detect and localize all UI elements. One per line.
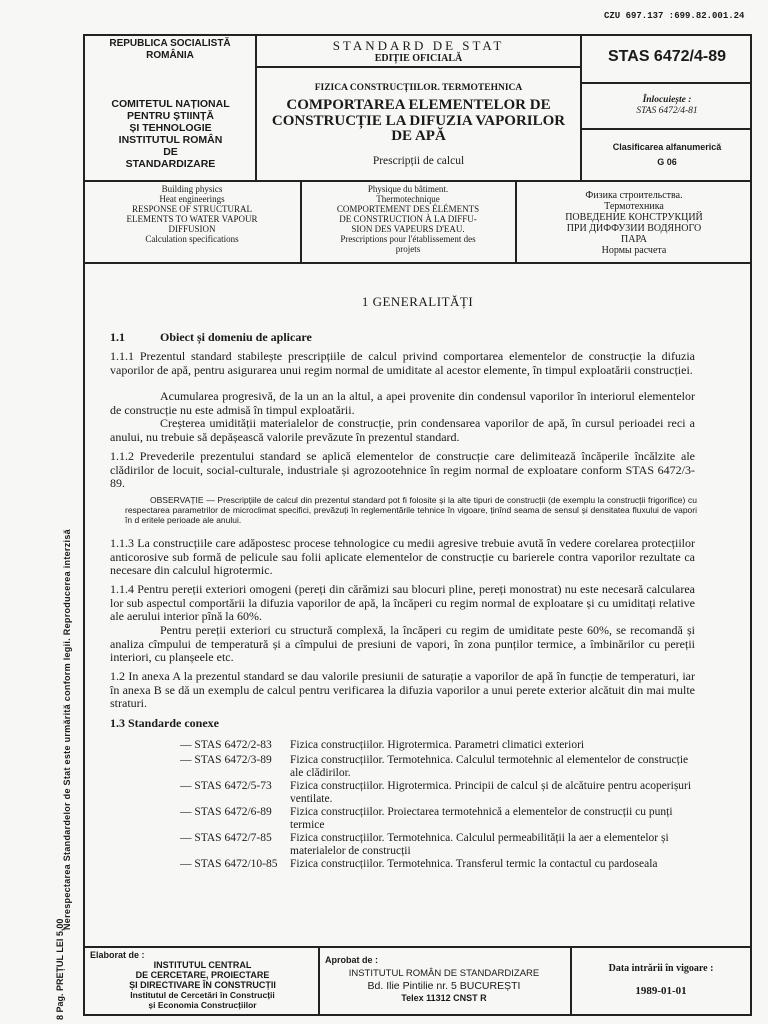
translation-line: SION DES VAPEURS D'EAU. (351, 224, 465, 234)
replaces-label: Înlocuiește : (642, 95, 692, 105)
translations-divider (83, 262, 752, 264)
title-line: COMPORTAREA ELEMENTELOR DE (286, 97, 551, 113)
header-divider (580, 82, 752, 84)
paragraph: 1.2 In anexa A la prezentul standard se dau valorile presiunii de saturație a vaporilor de apă în funcție de temperaturi, iar în anexa B se dă un exemplu de calcul pentru verificarea la difuzia vaporilor a unui perete exterior alcătuit din mai multe straturi. (110, 669, 695, 710)
aprobat-label: Aprobat de : (325, 955, 378, 965)
paragraph: 1.1.3 La construcțiile care adăpostesc procese tehnologice cu medii agresive trebuie avută în vedere corelarea protecțiilor anticorosive sub formă de pelicule sau folii aplicate elementelor de construcție cu barierele contra vaporilor rezultate ca necesare din calculul higrotermic. (110, 536, 695, 577)
country-line: REPUBLICA SOCIALISTĂ (109, 38, 231, 49)
translation-line: ПРИ ДИФФУЗИИ ВОДЯНОГО (566, 223, 702, 234)
list-item (180, 858, 700, 871)
committee-line: COMITETUL NAȚIONAL (111, 98, 230, 110)
vigoare-label: Data intrării în vigoare : (608, 963, 714, 974)
translation-line: Термотехника (604, 201, 664, 212)
translation-line: ELEMENTS TO WATER VAPOUR (126, 214, 258, 224)
note: OBSERVAȚIE — Prescripțiile de calcul din prezentul standard pot fi folosite și la alte tipuri de construcții (de exemplu la construcții frigorifice) cu respectarea parametrilor de microclimat specifici, prevăzuți în reglementările tehnice în vigoare, ținînd seama de sensul și densitatea fluxului de vapori în d eritele perioade ale anului. (125, 495, 697, 525)
committee-line: ȘI TEHNOLOGIE (129, 122, 212, 134)
translation-ru (517, 190, 751, 256)
title-line: DE APĂ (391, 128, 446, 144)
elaborat-label: Elaborat de : (90, 950, 145, 960)
translation-line: Нормы расчета (601, 245, 667, 256)
footer-divider (570, 946, 572, 1016)
elaborat-block (90, 960, 315, 1010)
header-divider (580, 128, 752, 130)
institute-line: INSTITUTUL ROMÂN (118, 134, 223, 146)
section-title: 1 GENERALITĂȚI (361, 294, 474, 309)
paragraph: Creșterea umidității materialelor de construcție, prin condensarea vaporilor de apă, în cursul perioadei reci a anului, nu trebuie să depășească valorile prevăzute în prezentul standard. (110, 416, 695, 444)
paragraph: Acumularea progresivă, de la un an la altul, a apei provenite din condensul vaporilor în interiorul elementelor de construcție nu este admisă în timpul exploatării. (110, 389, 695, 417)
list-item (180, 832, 700, 858)
aprobat-line: Bd. Ilie Pintilie nr. 5 BUCUREȘTI (367, 980, 521, 992)
paragraph: 1.1.1 Prezentul standard stabilește prescripțiile de calcul privind comportarea elementelor de construcție la difuzia vaporilor de apă, pentru asigurarea unui regim normal de umiditate al acestor elemente, în timpul exploatării construcției. (110, 349, 695, 377)
price-label: 8 Pag. PREȚUL LEI 5,00 (55, 918, 65, 1020)
footer-divider (83, 946, 752, 948)
legal-notice: Nerespectarea Standardelor de Stat este urmărită conform legii. Reproducerea interzisă (62, 529, 72, 930)
standard-title: STANDARD DE STAT (332, 38, 505, 53)
standard-code: — STAS 6472/3-89 (180, 754, 272, 766)
translation-line: COMPORTEMENT DES ÉLÉMENTS (336, 204, 480, 214)
translation-line: Prescriptions pour l'établissement des (340, 234, 476, 244)
header-divider (83, 180, 752, 182)
standard-code: — STAS 6472/2-83 (180, 739, 272, 751)
section-number: 1.1 (110, 330, 125, 344)
translation-line: ПАРА (621, 234, 647, 245)
translation-en (85, 184, 299, 244)
stas-number: STAS 6472/4-89 (608, 48, 726, 65)
committee-line: PENTRU ȘTIINȚĂ (127, 110, 214, 122)
translation-line: Thermotechnique (376, 194, 440, 204)
paragraph: 1.1.2 Prevederile prezentului standard se aplică elementelor de construcție care delimitează încăperile încălzite ale clădirilor de locuit, social-culturale, industriale și agrozootehnice în regim normal de exploatare conform STAS 6472/3-89. (110, 449, 695, 490)
aprobat-block (320, 968, 568, 1004)
elaborat-line: INSTITUTUL CENTRAL (153, 960, 252, 970)
aprobat-line: INSTITUTUL ROMÂN DE STANDARDIZARE (348, 968, 540, 979)
institute-line: STANDARDIZARE (125, 158, 216, 170)
section-heading: 1.3 Standarde conexe (110, 716, 219, 730)
translation-line: Building physics (161, 184, 223, 194)
list-item (180, 754, 700, 780)
standard-desc: Fizica construcțiilor. Termotehnica. Calculul permeabilității la aer a elementelor și materialelor de construcții (290, 832, 669, 857)
translation-fr (302, 184, 514, 254)
translation-line: projets (395, 244, 421, 254)
standard-desc: Fizica construcțiilor. Higrotermica. Principii de calcul și de alcătuire pentru acoperișuri ventilate. (290, 780, 692, 805)
country-block (90, 38, 250, 62)
translation-line: Calculation specifications (145, 234, 239, 244)
class-label: Clasificarea alfanumerică (612, 142, 722, 152)
standard-desc: Fizica construcțiilor. Termotehnica. Calculul termotehnic al elementelor de construcție ale clădirilor. (290, 754, 689, 779)
elaborat-line: ȘI DIRECTIVARE ÎN CONSTRUCȚII (129, 980, 276, 990)
translation-line: Heat engineerings (159, 194, 225, 204)
section-heading: Obiect și domeniu de aplicare (160, 330, 312, 344)
elaborat-line: și Economia Construcțiilor (148, 1000, 257, 1010)
standard-code: — STAS 6472/10-85 (180, 858, 278, 870)
document-subtitle: Prescripții de calcul (372, 155, 465, 167)
class-value: G 06 (657, 157, 677, 167)
elaborat-line: Institutul de Cercetări în Construcții (130, 990, 275, 1000)
header-divider (255, 66, 582, 68)
list-item (180, 739, 700, 752)
title-line: CONSTRUCȚIE LA DIFUZIA VAPORILOR (271, 112, 566, 129)
vigoare-date: 1989-01-01 (635, 985, 687, 997)
institute-line: DE (163, 146, 178, 158)
standard-code: — STAS 6472/7-85 (180, 832, 272, 844)
translation-line: DE CONSTRUCTION À LA DIFFU- (339, 214, 477, 224)
paragraph: 1.1.4 Pentru pereții exteriori omogeni (pereți din cărămizi sau blocuri pline, pereți monostrat) nu este necesară calcularea lor sub aspectul comportării la difuzia vaporilor de apă, la încăperi cu regim normal de exploatare și cu umiditați relative ale aerului interior pînă la 60%. (110, 582, 695, 623)
document-title (257, 98, 580, 145)
domain-label: FIZICA CONSTRUCȚIILOR. TERMOTEHNICA (314, 83, 523, 93)
standard-code: — STAS 6472/5-73 (180, 780, 272, 792)
translation-line: Physique du bâtiment. (367, 184, 449, 194)
standard-desc: Fizica construcțiilor. Proiectarea termotehnică a elementelor de construcții cu punți termice (290, 806, 673, 831)
translation-line: Физика строительства. (585, 190, 683, 201)
list-item (180, 780, 700, 806)
cdu-code: CZU 697.137 :699.82.001.24 (604, 11, 745, 21)
edition-label: EDIȚIE OFICIALĂ (374, 53, 463, 64)
translation-line: DIFFUSION (168, 224, 216, 234)
standard-code: — STAS 6472/6-89 (180, 806, 272, 818)
country-line: ROMÂNIA (146, 50, 194, 61)
standard-desc: Fizica construcțiilor. Higrotermica. Parametri climatici exteriori (290, 739, 585, 751)
translation-line: RESPONSE OF STRUCTURAL (131, 204, 253, 214)
aprobat-line: Telex 11312 CNST R (401, 993, 487, 1003)
replaces-value: STAS 6472/4-81 (636, 106, 698, 116)
committee-block (88, 98, 253, 170)
list-item (180, 806, 700, 832)
translation-line: ПОВЕДЕНИЕ КОНСТРУКЦИЙ (565, 212, 703, 223)
paragraph: Pentru pereții exteriori cu structură complexă, la încăperi cu regim de umiditate peste 60%, se recomandă și analiza cîmpului de temperatură și a cîmpului de presiuni de vapori, în zona punților termice, a îmbinărilor cu pereții interiori, cu planșeele etc. (110, 623, 695, 664)
elaborat-line: DE CERCETARE, PROIECTARE (135, 970, 270, 980)
standard-desc: Fizica construcțiilor. Termotehnica. Transferul termic la contactul cu pardoseala (290, 858, 658, 870)
